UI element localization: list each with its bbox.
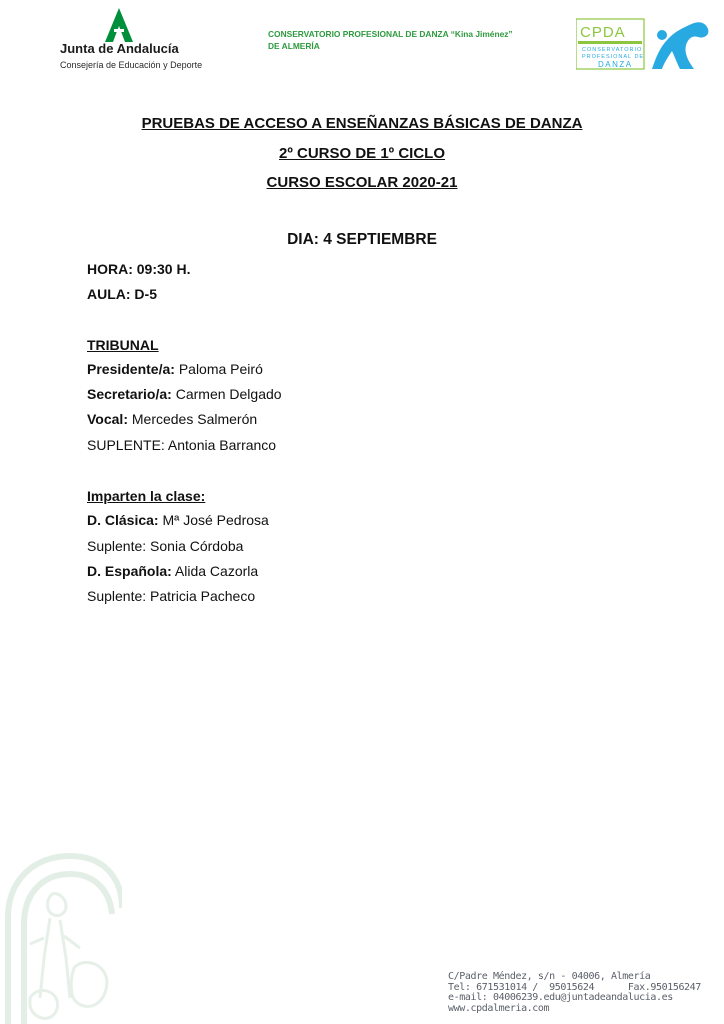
espanola-value: Alida Cazorla	[171, 563, 259, 579]
footer-address: C/Padre Méndez, s/n - 04006, Almería	[448, 971, 651, 982]
clasica-suplente: Suplente: Sonia Córdoba	[87, 538, 244, 554]
conservatory-line-1: CONSERVATORIO PROFESIONAL DE DANZA “Kina Jiménez”	[268, 29, 513, 39]
vocal-label: Vocal:	[87, 411, 128, 427]
tribunal-vocal	[87, 411, 257, 427]
cpda-line-3: DANZA	[598, 60, 633, 69]
exam-day: DIA: 4 SEPTIEMBRE	[287, 231, 437, 248]
exam-time: HORA: 09:30 H.	[87, 261, 191, 277]
espanola-suplente: Suplente: Patricia Pacheco	[87, 588, 256, 604]
presidente-value: Paloma Peiró	[174, 361, 263, 377]
vocal-value: Mercedes Salmerón	[127, 411, 258, 427]
espanola-label: D. Española:	[87, 563, 172, 579]
clase-heading: Imparten la clase:	[87, 488, 206, 504]
footer-web: www.cpdalmeria.com	[448, 1002, 550, 1014]
cpda-logo-icon	[576, 17, 716, 71]
secretario-value: Carmen Delgado	[171, 386, 282, 402]
clasica-value: Mª José Pedrosa	[158, 512, 269, 528]
clasica-label: D. Clásica:	[87, 512, 159, 528]
espanola-teacher	[87, 563, 258, 579]
cpda-line-1: CONSERVATORIO	[582, 47, 643, 53]
footer-phones: Tel: 671531014 / 95015624 Fax.950156247	[448, 981, 701, 993]
tribunal-secretario	[87, 386, 282, 402]
consejeria-name: Consejería de Educación y Deporte	[60, 60, 203, 70]
conservatory-line-2: DE ALMERÍA	[268, 41, 320, 51]
tribunal-heading: TRIBUNAL	[87, 337, 159, 353]
tribunal-presidente	[87, 361, 263, 377]
tribunal-suplente: SUPLENTE: Antonia Barranco	[87, 437, 277, 453]
andalucia-shield-watermark-icon	[0, 848, 122, 1024]
junta-andalucia-name: Junta de Andalucía	[60, 41, 179, 56]
cpda-acronym: CPDA	[580, 24, 626, 41]
junta-andalucia-logo-icon	[98, 8, 140, 42]
conservatory-name	[268, 28, 513, 52]
title-line-1: PRUEBAS DE ACCESO A ENSEÑANZAS BÁSICAS DE DANZA	[141, 115, 583, 132]
clasica-teacher	[87, 512, 269, 528]
cpda-line-2: PROFESIONAL DE	[582, 54, 645, 60]
title-line-2: 2º CURSO DE 1º CICLO	[279, 145, 445, 162]
footer-contact	[448, 972, 701, 1014]
presidente-label: Presidente/a:	[87, 361, 175, 377]
secretario-label: Secretario/a:	[87, 386, 172, 402]
footer-email: e-mail: 04006239.edu@juntadeandalucia.es	[448, 992, 673, 1003]
title-line-3: CURSO ESCOLAR 2020-21	[266, 174, 458, 191]
exam-room: AULA: D-5	[87, 286, 157, 302]
